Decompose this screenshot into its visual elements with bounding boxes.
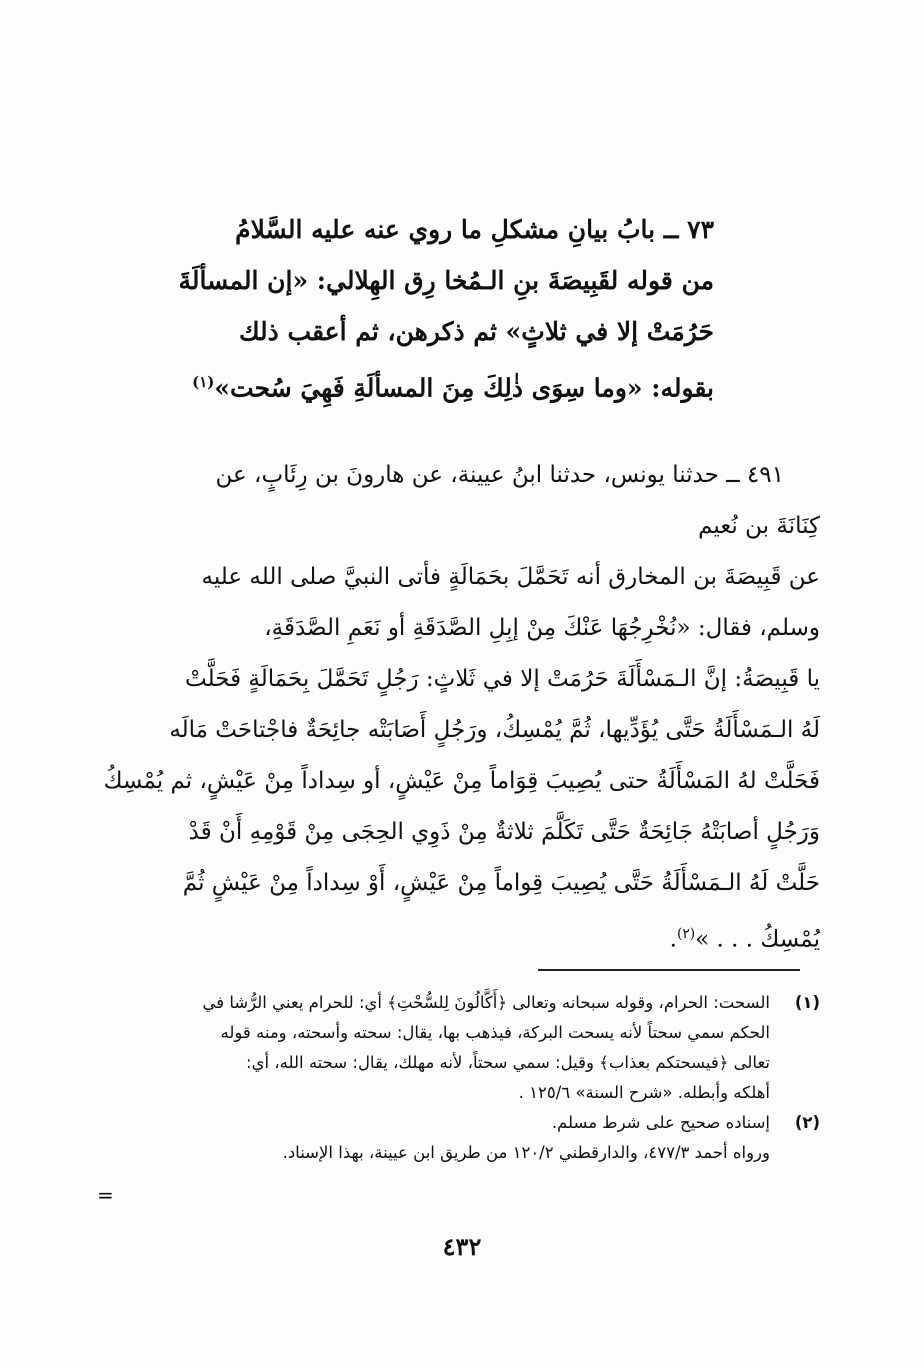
footnote-marker-2: (٢) — [676, 926, 696, 942]
footnote-line: السحت: الحرام، وقوله سبحانه وتعالى ﴿أَكَّالُونَ لِلسُّحْتِ﴾ أي: للحرام يعني الرُّشا في — [202, 993, 770, 1012]
footnote-line: الحكم سمي سحتاً لأنه يسحت البركة، فيذهب بها، يقال: سحته وأسحته، ومنه قوله — [220, 1023, 770, 1042]
footnote-text — [552, 1108, 770, 1138]
hadith-matn-line: يا قَبِيصَةُ: إنَّ الـمَسْأَلَةَ حَرُمَتْ إلا في ثَلاثٍ: رَجُلٍ تَحَمَّلَ بِحَمَالَةٍ فَحَلَّتْ — [185, 666, 820, 692]
footnote-line: أهلكه وأبطله. «شرح السنة» ١٢٥/٦ . — [518, 1083, 770, 1102]
hadith-text — [100, 450, 820, 966]
footnote-line: تعالى ﴿فيسحتكم بعذاب﴾ وقيل: سمي سحتاً، لأنه مهلك، يقال: سحته الله، أي: — [246, 1053, 770, 1072]
footnote-continuation: ورواه أحمد ٤٧٧/٣، والدارقطني ١٢٠/٢ من طريق ابن عيينة، بهذا الإسناد. — [282, 1143, 770, 1162]
hadith-matn-line: وسلم، فقال: «نُخْرِجُهَا عَنْكَ مِنْ إبِلِ الصَّدَقَةِ أو نَعَمِ الصَّدَقَةِ، — [264, 615, 820, 641]
hadith-end-period: . — [669, 926, 677, 953]
chapter-line: من قوله لقَبِيصَةَ بنِ الـمُخا رِق الهِلالي: «إن المسألَةَ — [178, 266, 714, 295]
footnote-text — [202, 988, 770, 1108]
hadith-matn-text: يُمْسِكُ . . . » — [695, 926, 820, 953]
hadith-matn-line: عن قَبِيصَةَ بن المخارق أنه تَحَمَّلَ بحَمَالَةٍ فأتى النبيَّ صلى الله عليه — [201, 564, 820, 590]
footnotes — [118, 988, 820, 1168]
chapter-line: حَرُمَتْ إلا في ثلاثٍ» ثم ذكرهن، ثم أعقب ذلك — [238, 317, 714, 346]
hadith-matn-line: حَلَّتْ لَهُ الـمَسْأَلَةُ حَتَّى يُصِيبَ قِواماً مِنْ عَيْشٍ، أَوْ سِداداً مِنْ عَيْشٍ ثُمَّ — [182, 870, 820, 896]
footnote-line: إسناده صحيح على شرط مسلم. — [551, 1113, 770, 1132]
hadith-matn-line: وَرَجُلٍ أصابَتْهُ جَائِحَةٌ حَتَّى تَكَلَّمَ ثلاثةٌ مِنْ ذَوِي الحِجَى مِنْ قَوْمِهِ أَنْ قَدْ — [188, 819, 820, 845]
footnote-2 — [118, 1108, 820, 1138]
hadith-matn-line: فَحَلَّتْ لهُ المَسْأَلَةُ حتى يُصِيبَ قِوَاماً مِنْ عَيْشٍ، أو سِداداً مِنْ عَيْشٍ، ثم يُمْسِكُ — [103, 768, 820, 794]
chapter-line — [194, 357, 714, 413]
continuation-mark: = — [97, 1183, 114, 1207]
hadith-isnad-line: ٤٩١ ــ حدثنا يونس، حدثنا ابنُ عيينة، عن هارونَ بن رِئَابٍ، عن — [215, 462, 784, 488]
hadith-isnad-line: كِنَانَةَ بن نُعيم — [698, 513, 820, 539]
footnote-number: (٢) — [794, 1113, 820, 1132]
chapter-line-text: بقوله: «وما سِوَى ذٰلِكَ مِنَ المسألَةِ فَهِيَ سُحت» — [214, 373, 714, 403]
page-number: ٤٣٢ — [442, 1232, 482, 1261]
chapter-line: ٧٣ ــ بابُ بيانِ مشكلِ ما روي عنه عليه السَّلامُ — [235, 215, 714, 244]
hadith-matn-line — [100, 909, 820, 966]
hadith-matn-line: لَهُ الـمَسْأَلَةُ حَتَّى يُؤَدِّيها، ثُمَّ يُمْسِكُ، ورَجُلٍ أَصَابَتْه جائِحَةٌ فاجْتاحَتْ مَالَه — [169, 717, 820, 743]
footnote-divider — [538, 969, 800, 971]
footnote-marker-1: (١) — [192, 373, 215, 391]
chapter-heading — [178, 204, 714, 413]
footnote-number: (١) — [794, 993, 820, 1012]
footnote-1 — [118, 988, 820, 1108]
